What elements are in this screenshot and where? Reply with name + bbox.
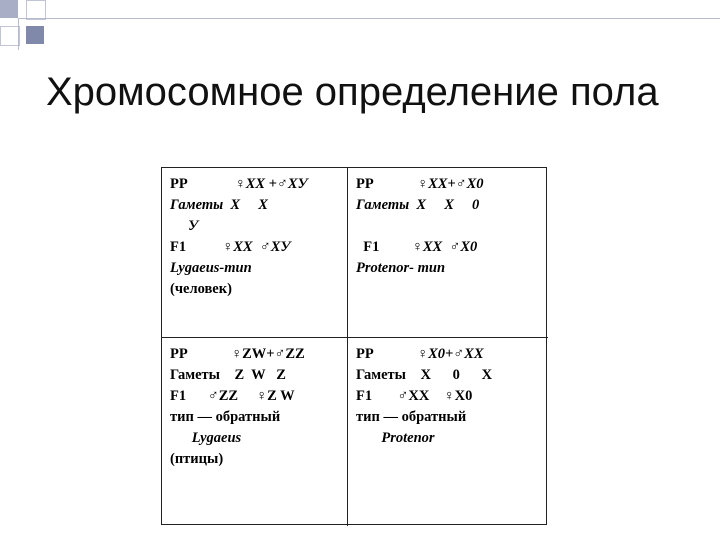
deco-square-outline [0, 26, 20, 46]
cell-lygaeus [162, 168, 348, 338]
cell-reverse-lygaeus [162, 338, 348, 526]
f1-row: F1 ♂ZZ ♀Z W [170, 388, 295, 404]
f1-row: F1 ♂XX ♀X0 [356, 388, 473, 404]
type-name: Lygaeus [170, 430, 242, 446]
corner-decoration [0, 0, 60, 60]
type-name: Protenor [356, 430, 435, 446]
spacer-row [356, 216, 548, 237]
f1-row: F1 ♀XX ♂XУ [170, 239, 291, 255]
cell-protenor [348, 168, 548, 338]
gametes-row: Гаметы X X 0 [356, 197, 480, 213]
parents-row: РР ♀XX +♂XУ [170, 176, 308, 192]
gametes-row: Гаметы X X [170, 197, 268, 213]
gametes-row: Гаметы Z W Z [170, 367, 286, 383]
parents-row: РР ♀XX+♂X0 [356, 176, 484, 192]
deco-square-outline [26, 0, 46, 20]
type-label: тип — обратный [356, 409, 467, 425]
slide-title: Хромосомное определение пола [46, 70, 659, 114]
type-label: тип — обратный [170, 409, 281, 425]
example-label: (человек) [170, 281, 232, 297]
parents-row: РР ♀X0+♂XX [356, 346, 484, 362]
gametes-row-cont: У [170, 218, 199, 234]
type-label: Lygaeus-тип [170, 260, 252, 276]
type-label: Protenor- тип [356, 260, 446, 276]
sex-determination-table [161, 167, 547, 525]
deco-square-dark [26, 26, 44, 44]
example-label: (птицы) [170, 451, 224, 467]
cell-reverse-protenor [348, 338, 548, 526]
gametes-row: Гаметы X 0 X [356, 367, 493, 383]
header-rule [18, 18, 720, 19]
deco-square-filled [0, 0, 18, 18]
parents-row: РР ♀ZW+♂ZZ [170, 346, 305, 362]
f1-row: F1 ♀XX ♂X0 [356, 239, 478, 255]
header-rule-vertical [18, 18, 19, 50]
